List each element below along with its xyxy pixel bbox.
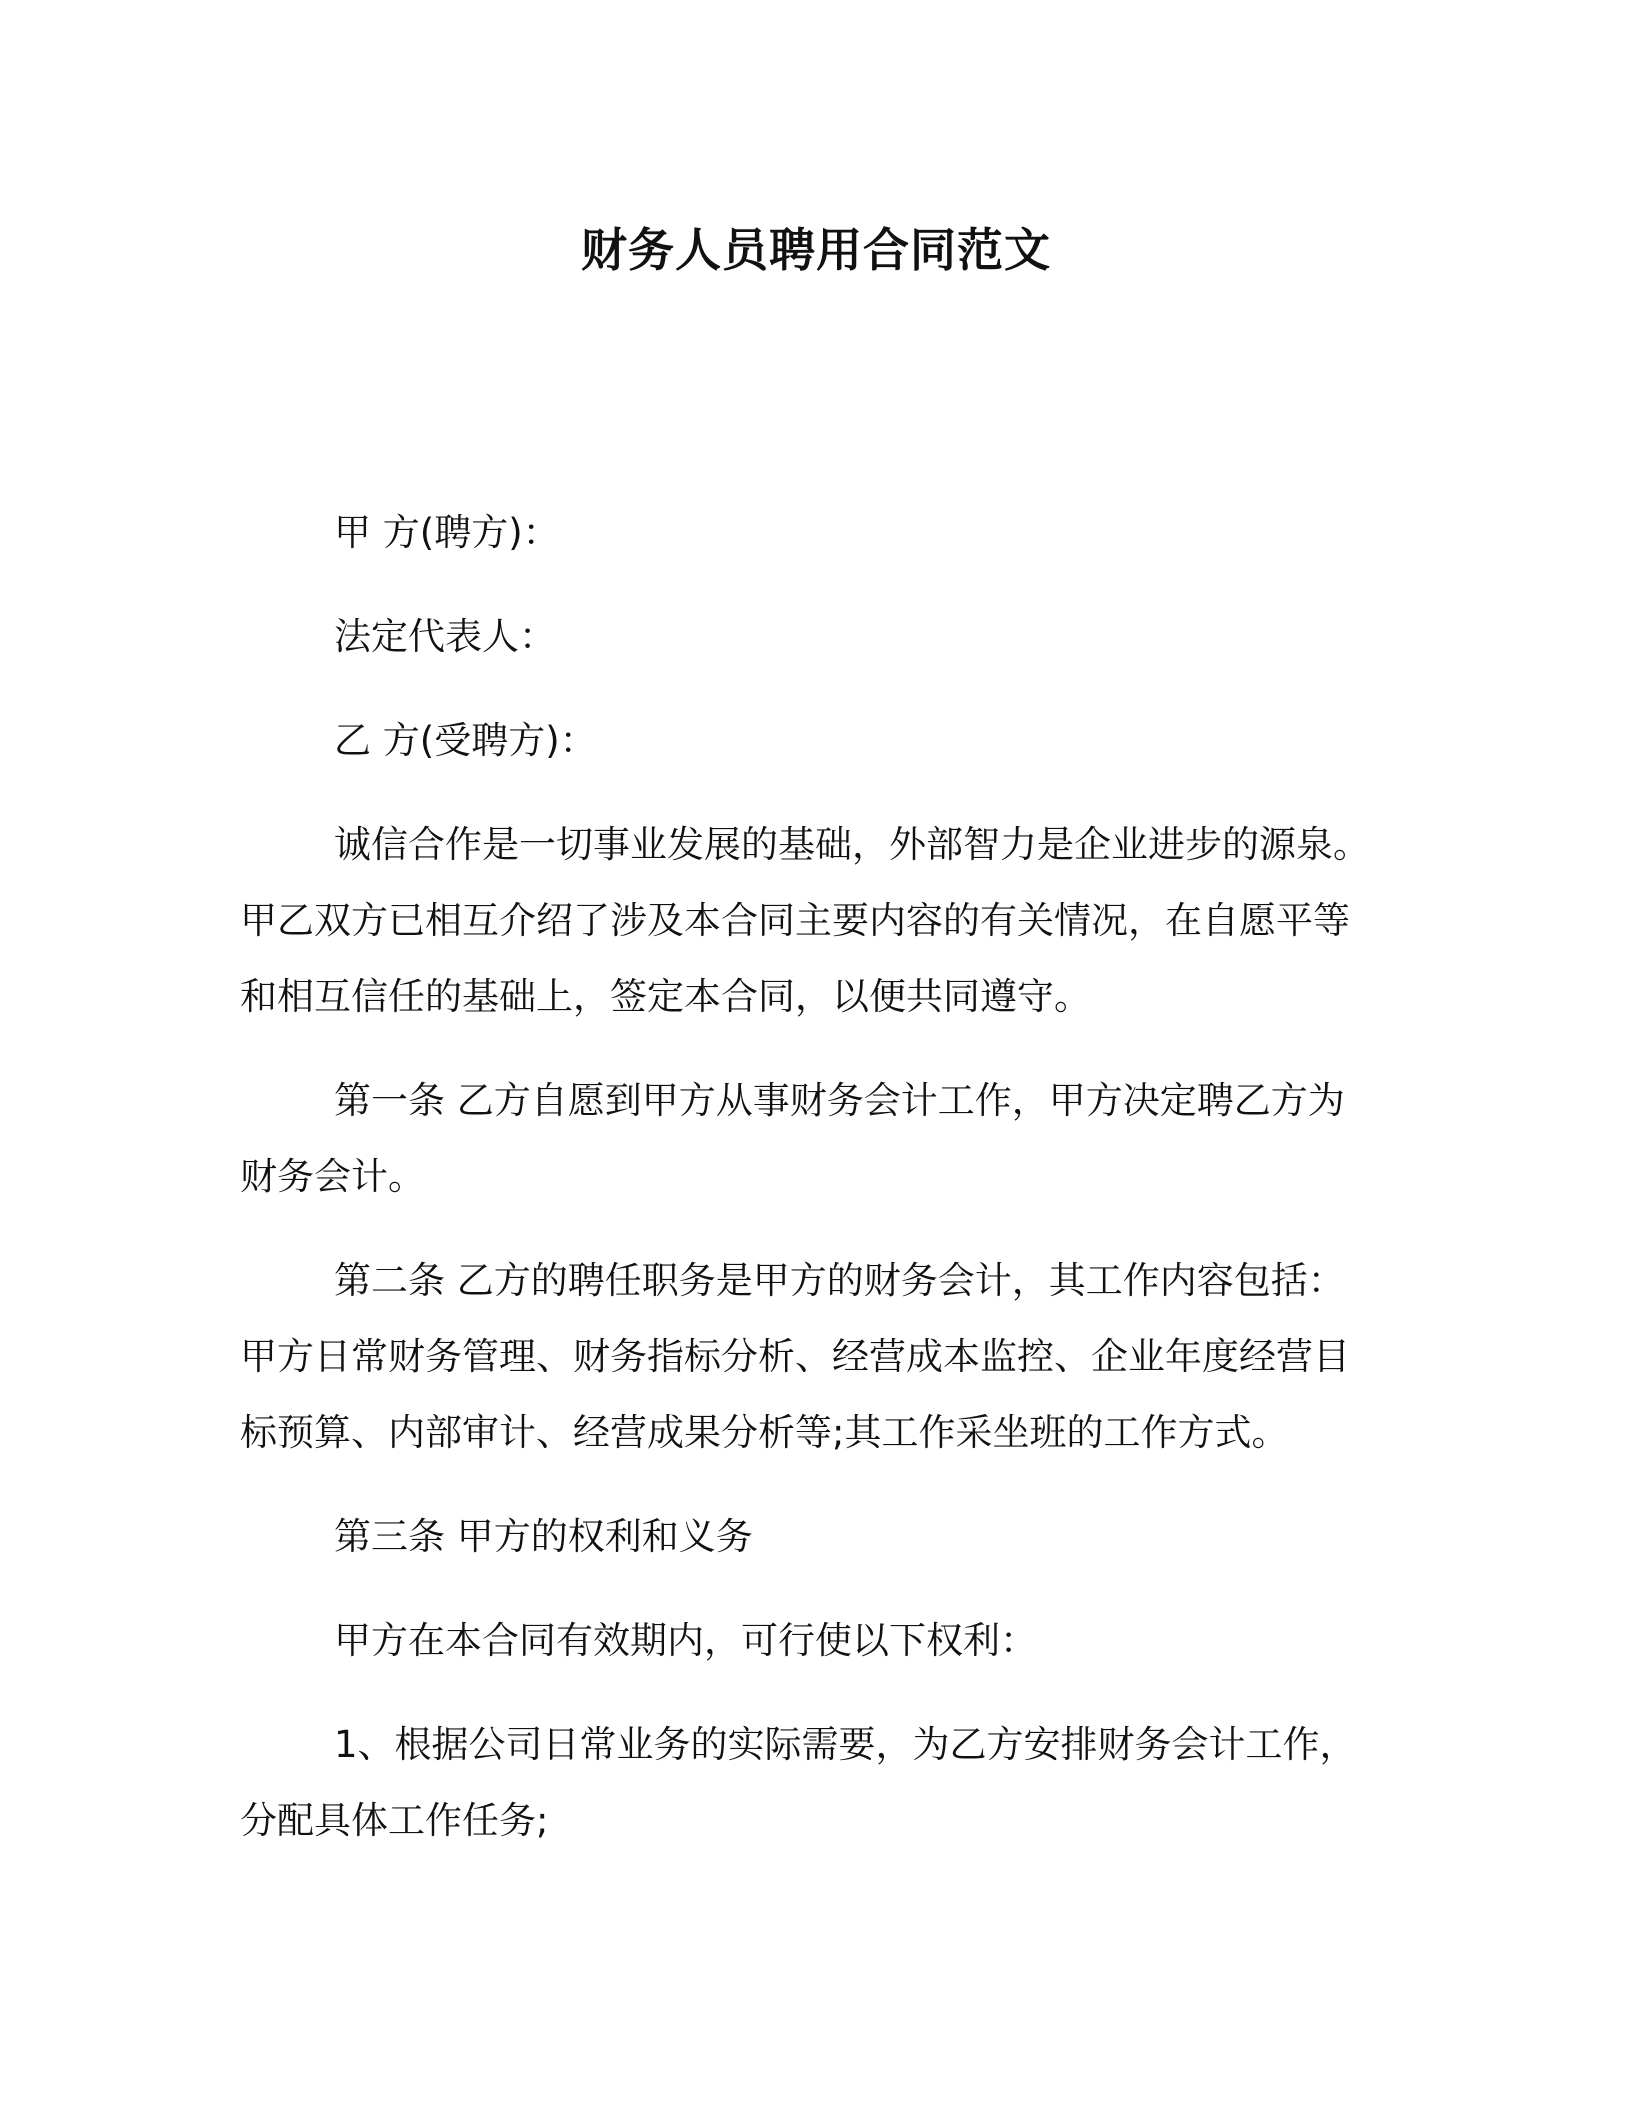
party-a-rights-intro: 甲方在本合同有效期内，可行使以下权利： [334,1619,1037,1662]
article-2: 第二条 乙方的聘任职务是甲方的财务会计，其工作内容包括：甲方日常财务管理、财务指标分析、经营成本监控、企业年度经营目标预算、内部审计、经营成果分析等;其工作采坐班的工作方式。 [240,1259,1350,1454]
document-body [240,495,1370,1887]
document-title: 财务人员聘用合同范文 [581,223,1051,277]
party-a-right-1: 1、根据公司日常业务的实际需要，为乙方安排财务会计工作，分配具体工作任务; [240,1723,1357,1842]
preamble-paragraph: 诚信合作是一切事业发展的基础，外部智力是企业进步的源泉。甲乙双方已相互介绍了涉及本合同主要内容的有关情况，在自愿平等和相互信任的基础上，签定本合同，以便共同遵守。 [240,823,1370,1018]
party-a-line: 甲 方(聘方)： [334,511,560,554]
article-1: 第一条 乙方自愿到甲方从事财务会计工作，甲方决定聘乙方为财务会计。 [240,1079,1345,1198]
legal-representative-line: 法定代表人： [334,615,556,658]
article-3-heading: 第三条 甲方的权利和义务 [334,1515,753,1558]
party-b-line: 乙 方(受聘方)： [334,719,597,762]
